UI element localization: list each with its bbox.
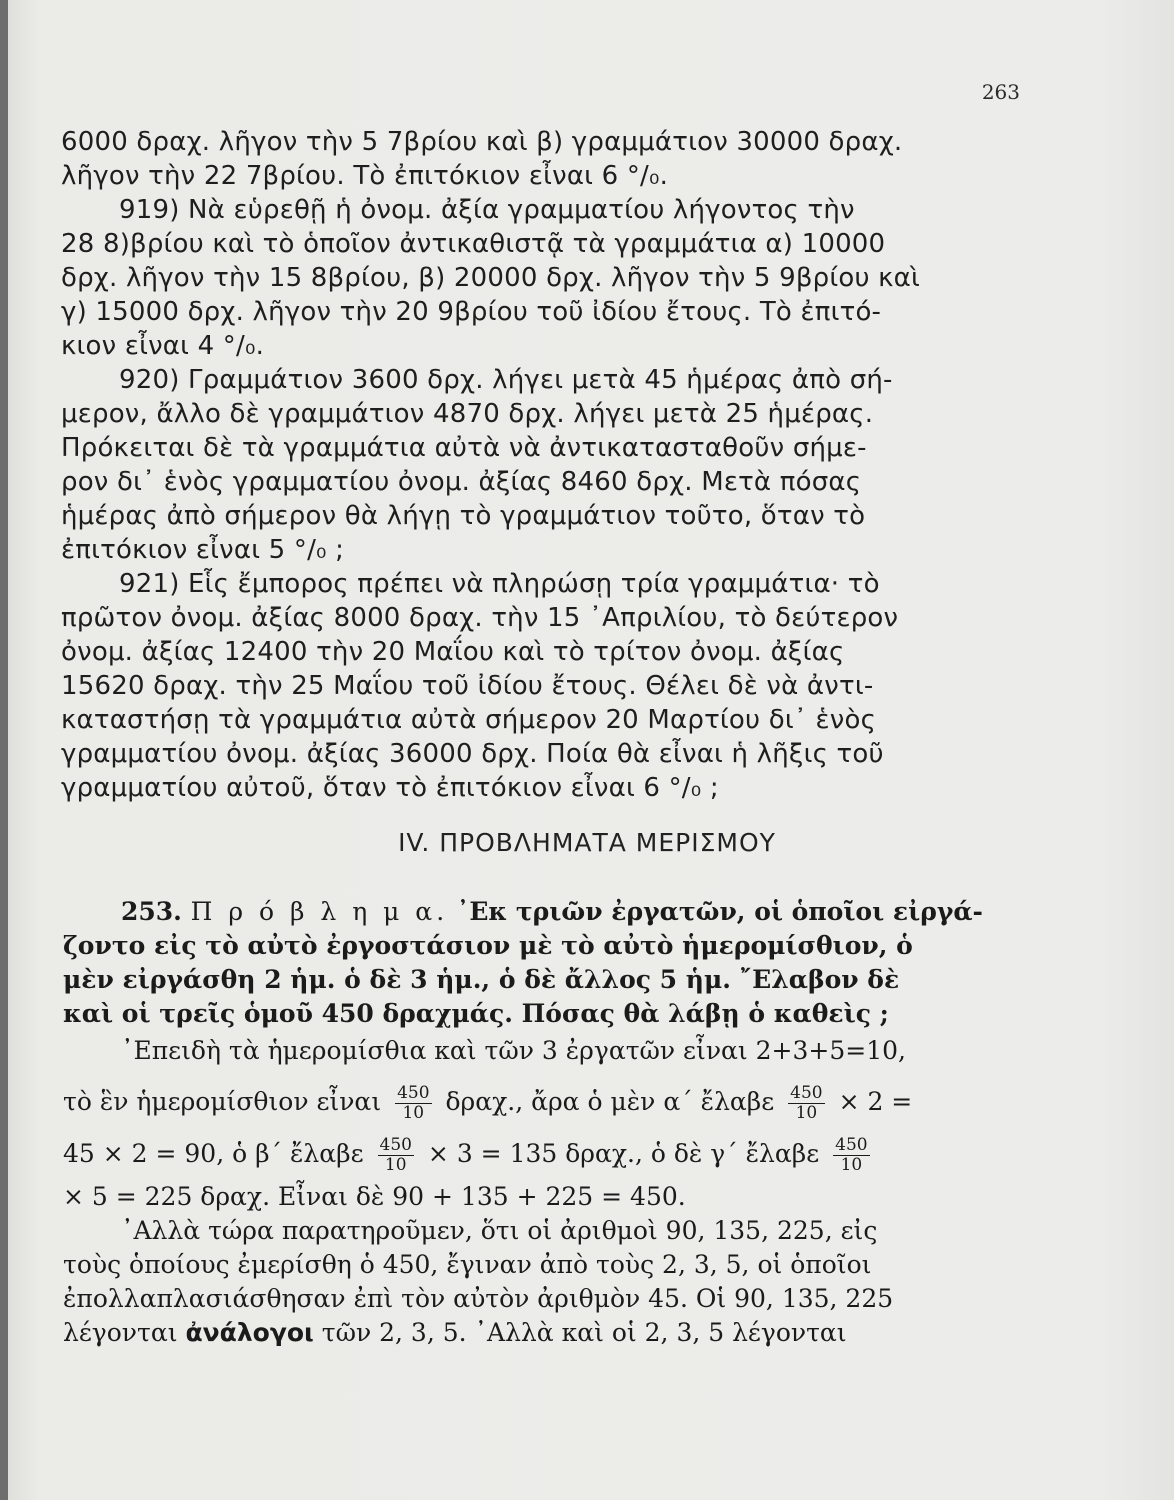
emphasized-term: ἀνάλογοι [185,1318,314,1347]
solution-text: δραχ., ἄρα ὁ μὲν α΄ ἔλαβε [445,1087,775,1116]
text-line: 920) Γραμμάτιον 3600 δρχ. λήγει μετὰ 45 ἡμέρας ἀπὸ σή- [119,365,893,395]
text-line: 6000 δραχ. λῆγον τὴν 5 7βρίου καὶ β) γραμμάτιον 30000 δραχ. [61,127,903,157]
text-line: καταστήσῃ τὰ γραμμάτια αὐτὰ σήμερον 20 Μαρτίου δι᾿ ἑνὸς [61,705,877,735]
fraction-denominator: 10 [795,1103,818,1123]
text-line: τοὺς ὁποίους ἐμερίσθη ὁ 450, ἔγιναν ἀπὸ τοὺς 2, 3, 5, οἱ ὁποῖοι [63,1250,872,1279]
fraction-numerator: 450 [835,1135,868,1155]
problem-line: καὶ οἱ τρεῖς ὁμοῦ 450 δραχμάς. Πόσας θὰ λάβῃ ὁ καθεὶς ; [63,999,889,1028]
text-line: γραμματίου αὐτοῦ, ὅταν τὸ ἐπιτόκιον εἶναι 6 °/₀ ; [61,773,719,803]
text-line: ἡμέρας ἀπὸ σήμερον θὰ λήγῃ τὸ γραμμάτιον τοῦτο, ὅταν τὸ [61,501,866,531]
text-line: 921) Εἷς ἔμπορος πρέπει νὰ πληρώσῃ τρία γραμμάτια· τὸ [119,569,880,599]
text-line: πρῶτον ὀνομ. ἀξίας 8000 δραχ. τὴν 15 ᾿Απριλίου, τὸ δεύτερον [61,603,899,633]
solution-text: 45 × 2 = 90, ὁ β΄ ἔλαβε [63,1139,364,1168]
problem-line [63,895,983,929]
fraction [378,1136,414,1175]
text-line: ρον δι᾿ ἑνὸς γραμματίου ὀνομ. ἀξίας 8460 δρχ. Μετὰ πόσας [61,467,862,497]
fraction [833,1136,869,1175]
text-line: Πρόκειται δὲ τὰ γραμμάτια αὐτὰ νὰ ἀντικατασταθοῦν σήμε- [61,433,867,463]
text-line: κιον εἶναι 4 °/₀. [61,331,265,361]
text-line: γ) 15000 δρχ. λῆγον τὴν 20 9βρίου τοῦ ἰδίου ἔτους. Τὸ ἐπιτό- [61,297,882,327]
text-line: ἐπιτόκιον εἶναι 5 °/₀ ; [61,535,345,565]
page-number: 263 [981,80,1020,104]
solution-line [63,1072,912,1132]
fraction-numerator: 450 [379,1135,412,1155]
text-fragment: λέγονται [63,1318,178,1347]
fraction-denominator: 10 [402,1103,425,1123]
problem-number: 253. [121,897,182,926]
solution-line [63,1124,876,1184]
fraction-denominator: 10 [840,1155,863,1175]
text-line: δρχ. λῆγον τὴν 15 8βρίου, β) 20000 δρχ. λῆγον τὴν 5 9βρίου καὶ [61,263,921,293]
text-line: ὀνομ. ἀξίας 12400 τὴν 20 Μαΐου καὶ τὸ τρίτον ὀνομ. ἀξίας [61,637,845,667]
fraction-denominator: 10 [384,1155,407,1175]
fraction [395,1084,431,1123]
fraction [788,1084,824,1123]
binding-gutter [0,0,8,1500]
solution-text: τὸ ἓν ἡμερομίσθιον εἶναι [63,1087,382,1116]
text-line: 28 8)βρίου καὶ τὸ ὁποῖον ἀντικαθιστᾷ τὰ γραμμάτια α) 10000 [61,229,886,259]
problem-line: μὲν εἰργάσθη 2 ἡμ. ὁ δὲ 3 ἡμ., ὁ δὲ ἄλλος 5 ἡμ. ῎Ελαβον δὲ [63,965,900,994]
section-heading: IV. ΠΡΟΒΛΗΜΑΤΑ ΜΕΡΙΣΜΟΥ [398,828,776,857]
fraction-numerator: 450 [397,1083,430,1103]
text-line [63,1316,847,1350]
solution-text: × 3 = 135 δραχ., ὁ δὲ γ΄ ἔλαβε [427,1139,820,1168]
problem-line: ζοντο εἰς τὸ αὐτὸ ἐργοστάσιον μὲ τὸ αὐτὸ ἡμερομίσθιον, ὁ [63,931,913,960]
text-line: ἐπολλαπλασιάσθησαν ἐπὶ τὸν αὐτὸν ἀριθμὸν 45. Οἱ 90, 135, 225 [63,1284,894,1313]
text-line: γραμματίου ὀνομ. ἀξίας 36000 δρχ. Ποία θὰ εἶναι ἡ λῆξις τοῦ [61,739,884,769]
solution-line: × 5 = 225 δραχ. Εἶναι δὲ 90 + 135 + 225 = 450. [63,1182,686,1211]
text-line: ᾿Αλλὰ τώρα παρατηροῦμεν, ὅτι οἱ ἀριθμοὶ 90, 135, 225, εἰς [121,1216,878,1245]
text-fragment: τῶν 2, 3, 5. ᾿Αλλὰ καὶ οἱ 2, 3, 5 λέγονται [321,1318,847,1347]
solution-line: ᾿Επειδὴ τὰ ἡμερομίσθια καὶ τῶν 3 ἐργατῶν εἶναι 2+3+5=10, [121,1036,906,1065]
problem-label: Π ρ ό β λ η μ α. [190,897,449,926]
problem-text: ᾿Εκ τριῶν ἐργατῶν, οἱ ὁποῖοι εἰργά- [456,897,983,926]
text-line: 15620 δραχ. τὴν 25 Μαΐου τοῦ ἰδίου ἔτους. Θέλει δὲ νὰ ἀντι- [61,671,874,701]
text-line: μερον, ἄλλο δὲ γραμμάτιον 4870 δρχ. λήγει μετὰ 25 ἡμέρας. [61,399,874,429]
text-line: 919) Νὰ εὑρεθῇ ἡ ὀνομ. ἀξία γραμματίου λήγοντος τὴν [119,195,855,225]
solution-text: × 2 = [838,1087,913,1116]
fraction-numerator: 450 [790,1083,823,1103]
text-line: λῆγον τὴν 22 7βρίου. Τὸ ἐπιτόκιον εἶναι 6 °/₀. [61,161,669,191]
